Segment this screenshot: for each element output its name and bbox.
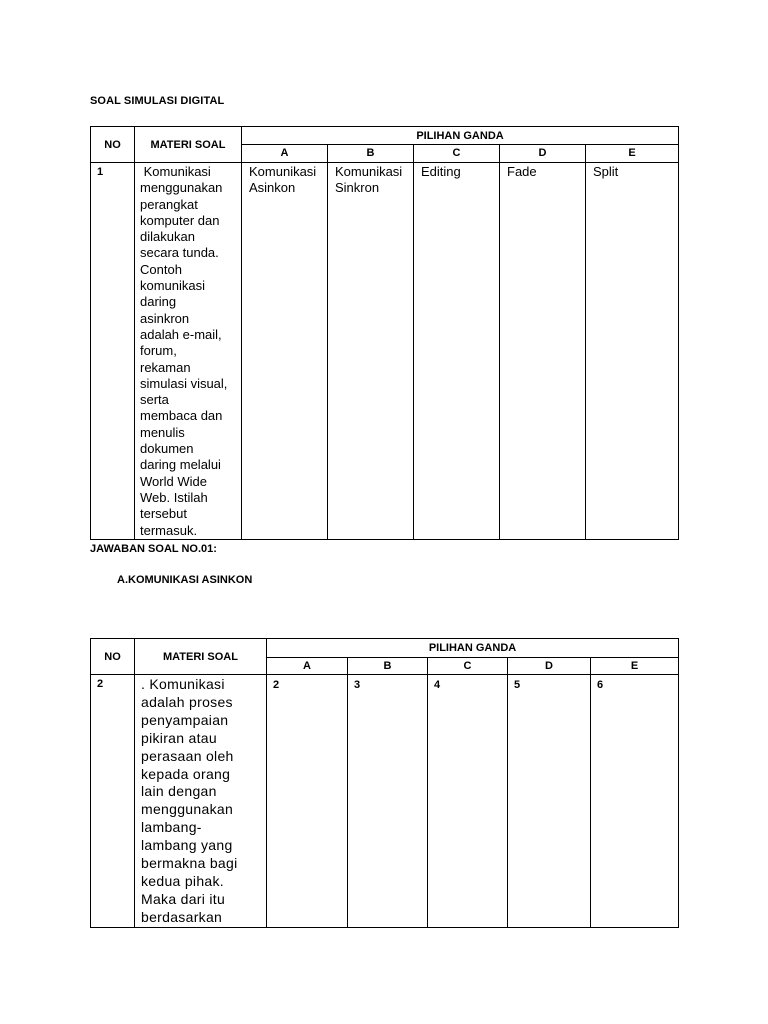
option-letter-a: A (267, 658, 348, 675)
option-a: 2 (267, 675, 348, 928)
question-text: Komunikasi menggunakan perangkat komputer dan dilakukan secara tunda. Contoh komunikasi daring asinkron adalah e-mail, forum, rekaman simulasi visual, serta membaca dan menulis dokumen daring melalui World Wide Web. Istilah tersebut termasuk. (135, 163, 242, 540)
question-table-1 (90, 126, 679, 540)
option-b: Komunikasi Sinkron (328, 163, 414, 540)
answer-heading: JAWABAN SOAL NO.01: (90, 543, 217, 555)
document-title: SOAL SIMULASI DIGITAL (90, 95, 225, 107)
option-c: 4 (428, 675, 508, 928)
option-e: 6 (591, 675, 679, 928)
option-d: Fade (500, 163, 586, 540)
header-materi-soal: MATERI SOAL (135, 127, 242, 163)
option-letter-b: B (328, 145, 414, 163)
option-letter-a: A (242, 145, 328, 163)
option-letter-c: C (428, 658, 508, 675)
header-pilihan-ganda: PILIHAN GANDA (267, 639, 679, 658)
header-no: NO (91, 639, 135, 675)
header-materi-soal: MATERI SOAL (135, 639, 267, 675)
option-letter-c: C (414, 145, 500, 163)
option-letter-e: E (586, 145, 679, 163)
option-e: Split (586, 163, 679, 540)
header-pilihan-ganda: PILIHAN GANDA (242, 127, 679, 145)
option-letter-d: D (500, 145, 586, 163)
option-c: Editing (414, 163, 500, 540)
option-d: 5 (508, 675, 591, 928)
question-number: 1 (91, 163, 135, 540)
header-no: NO (91, 127, 135, 163)
question-text: . Komunikasi adalah proses penyampaian pikiran atau perasaan oleh kepada orang lain dengan menggunakan lambang- lambang yang bermakna bagi kedua pihak. Maka dari itu berdasarkan (135, 675, 267, 928)
option-letter-d: D (508, 658, 591, 675)
option-letter-b: B (348, 658, 428, 675)
question-table-2 (90, 638, 679, 928)
option-a: Komunikasi Asinkon (242, 163, 328, 540)
question-number: 2 (91, 675, 135, 928)
option-letter-e: E (591, 658, 679, 675)
answer-value: A.KOMUNIKASI ASINKON (117, 574, 253, 586)
option-b: 3 (348, 675, 428, 928)
